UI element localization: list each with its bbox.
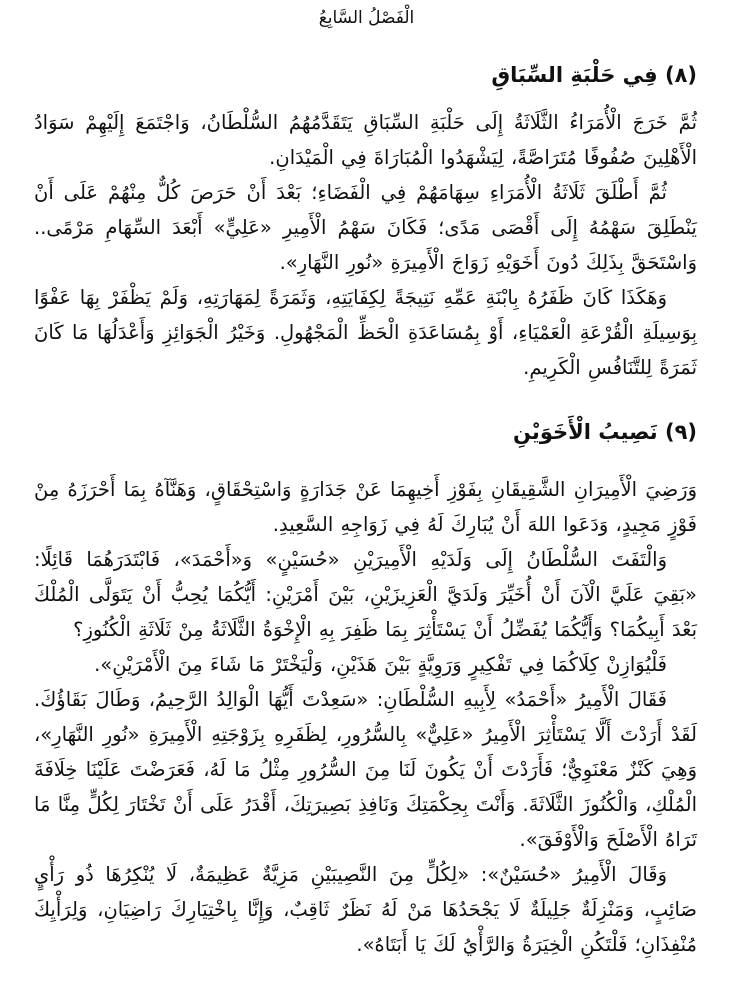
paragraph: وَالْتَفَتَ السُّلْطَانُ إِلَى وَلَدَيْهِ الْأَمِيرَيْنِ «حُسَيْنٍ» وَ«أَحْمَدَ»، فَابْتَدَرَهُمَا قَائِلًا: «بَقِيَ عَلَيَّ الْآنَ أَنْ أُخَيِّرَ وَلَدَيَّ الْعَزِيزَيْنِ، بَيْنَ أَمْرَيْنِ: أَيُّكُمَا يُحِبُّ أَنْ يَتَوَلَّى الْمُلْكَ بَعْدَ أَبِيكُمَا؟ وَأَيُّكُمَا يُفَضِّلُ أَنْ يَسْتَأْثِرَ بِمَا ظَفِرَ بِهِ الْإِخْوَةُ الثَّلَاثَةُ مِنْ ثَلَاثَةِ الْكُنُوزِ؟ xyxy=(34,548,697,641)
paragraph: وَقَالَ الْأَمِيرُ «حُسَيْنٌ»: «لِكُلٍّ مِنَ النَّصِيبَيْنِ مَزِيَّةٌ عَظِيمَةٌ، لَا يُنْكِرُهَا ذُو رَأْيٍ صَائِبٍ، وَمَنْزِلَةٌ جَلِيلَةٌ لَا يَجْحَدُهَا مَنْ لَهُ نَظَرٌ ثَاقِبٌ، وَإِنَّا بِاخْتِيَارِكَ رَاضِيَانِ، وَلِرَأْيِكَ مُنْفِذَانِ؛ فَلْتَكُنِ الْخِيَرَةُ وَالرَّأْيُ لَكَ يَا أَبَتَاهُ». xyxy=(34,863,697,956)
paragraph: وَرَضِيَ الْأَمِيرَانِ الشَّقِيقَانِ بِفَوْزِ أَخِيهِمَا عَنْ جَدَارَةٍ وَاسْتِحْقَاقٍ، وَهَنَّآهُ بِمَا أَحْرَزَهُ مِنْ فَوْزٍ مَجِيدٍ، وَدَعَوا اللهَ أَنْ يُبَارِكَ لَهُ فِي زَوَاجِهِ السَّعِيدِ. xyxy=(34,478,697,536)
section-9 xyxy=(34,414,697,962)
section-8 xyxy=(34,57,697,385)
paragraph: ثُمَّ خَرَجَ الْأُمَرَاءُ الثَّلَاثَةُ إِلَى حَلْبَةِ السِّبَاقِ يَتَقَدَّمُهُمُ السُّلْطَانُ، وَاجْتَمَعَ إِلَيْهِمْ سَوَادُ الْأَهْلِينَ صُفُوفًا مُتَرَاصَّةً، لِيَشْهَدُوا الْمُبَارَاةَ فِي الْمَيْدَانِ. xyxy=(34,111,697,169)
paragraph: ثُمَّ أَطْلَقَ ثَلَاثَةُ الْأُمَرَاءِ سِهَامَهُمْ فِي الْفَضَاءِ؛ بَعْدَ أَنْ حَرَصَ كُلٌّ مِنْهُمْ عَلَى أَنْ يَنْطَلِقَ سَهْمُهُ إِلَى أَقْصَى مَدًى؛ فَكَانَ سَهْمُ الْأَمِيرِ «عَلِيٍّ» أَبْعَدَ السِّهَامِ مَرْمًى.. وَاسْتَحَقَّ بِذَلِكَ دُونَ أَخَوَيْهِ زَوَاجَ الْأَمِيرَةِ «نُورِ النَّهَارِ». xyxy=(34,181,697,274)
section-heading: (٩) نَصِيبُ الْأَخَوَيْنِ xyxy=(513,420,697,444)
chapter-title: الْفَصْلُ السَّابِعُ xyxy=(318,8,415,28)
paragraph: فَقَالَ الْأَمِيرُ «أَحْمَدُ» لِأَبِيهِ السُّلْطَانِ: «سَعِدْتَ أَيُّهَا الْوَالِدُ الرَّحِيمُ، وَطَالَ بَقَاؤُكَ. لَقَدْ أَرَدْتَ أَلَّا يَسْتَأْثِرَ الْأَمِيرُ «عَلِيٌّ» بِالسُّرُورِ، لِظَفَرِهِ بِزَوْجَتِهِ الْأَمِيرَةِ «نُورِ النَّهَارِ»، وَهِيَ كَنْزٌ مَعْنَوِيٌّ؛ فَأَرَدْتَ أَنْ يَكُونَ لَنَا مِنَ السُّرُورِ مِثْلُ مَا لَهُ، فَعَرَضْتَ عَلَيْنَا خِلَافَةَ الْمُلْكِ، وَالْكُنُوزَ الثَّلَاثَةَ. وَأَنْتَ بِحِكْمَتِكَ وَنَافِذِ بَصِيرَتِكَ، أَقْدَرُ عَلَى أَنْ تَخْتَارَ لِكُلٍّ مِنَّا مَا تَرَاهُ الْأَصْلَحَ وَالْأَوْفَقَ». xyxy=(34,688,697,851)
paragraph: وَهَكَذَا كَانَ ظَفَرُهُ بِابْنَةِ عَمِّهِ نَتِيجَةً لِكِفَايَتِهِ، وَثَمَرَةً لِمَهَارَتِهِ، وَلَمْ يَظْفَرْ بِهَا عَفْوًا بِوَسِيلَةِ الْقُرْعَةِ الْعَمْيَاءِ، أَوْ بِمُسَاعَدَةِ الْحَظِّ الْمَجْهُولِ. وَخَيْرُ الْجَوَائِزِ وَأَعْدَلُهَا مَا كَانَ ثَمَرَةً لِلتَّنَافُسِ الْكَرِيمِ. xyxy=(34,286,697,379)
paragraph: فَلْيُوَازِنْ كِلَاكُمَا فِي تَفْكِيرٍ وَرَوِيَّةٍ بَيْنَ هَذَيْنِ، وَلْيَخْتَرْ مَا شَاءَ مِنَ الْأَمْرَيْنِ». xyxy=(94,653,667,676)
section-heading: (٨) فِي حَلْبَةِ السِّبَاقِ xyxy=(491,63,697,87)
